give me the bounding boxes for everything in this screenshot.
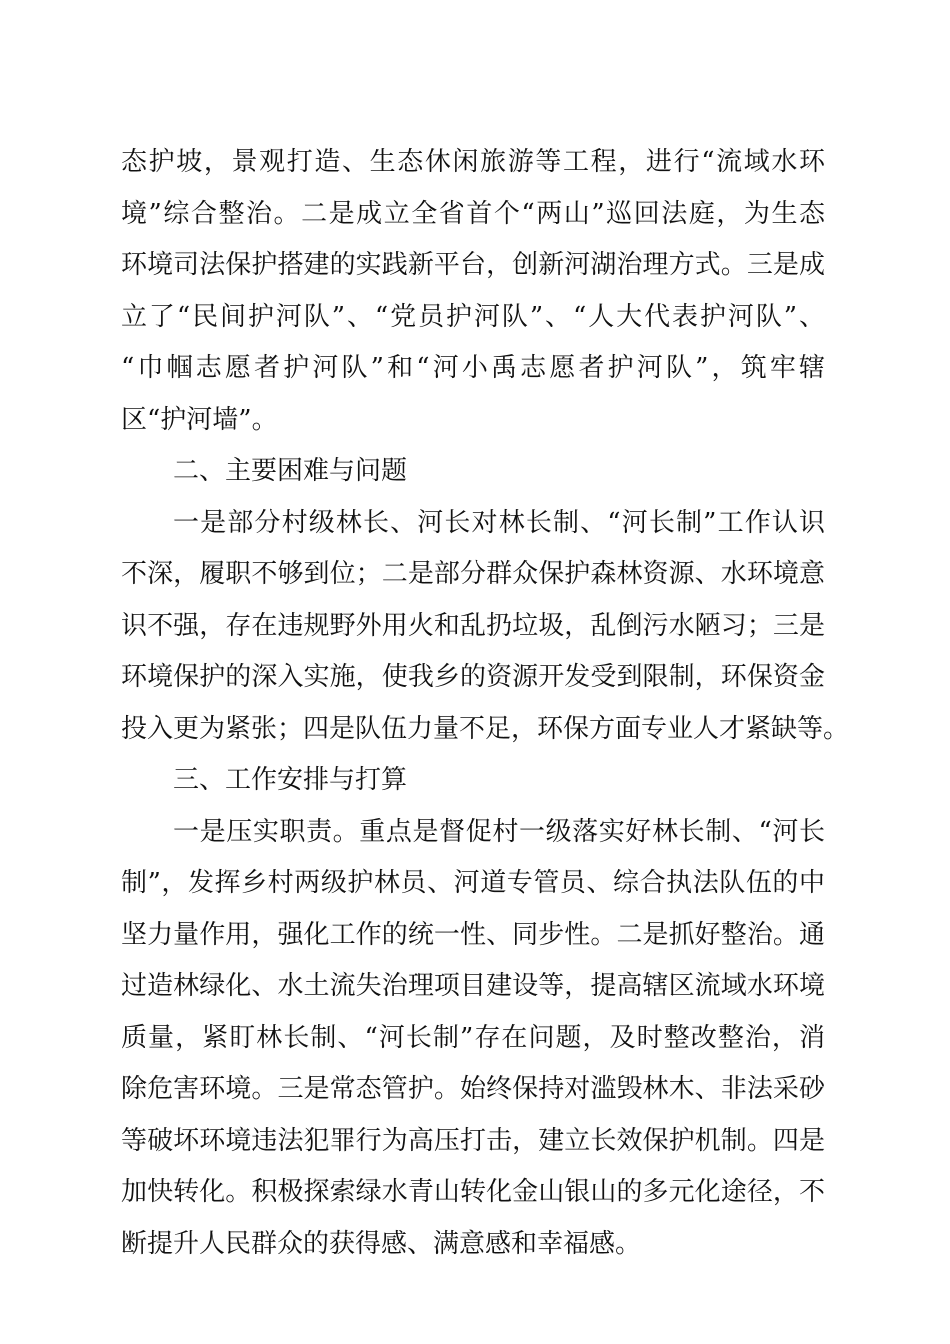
section-heading-plans: 三、工作安排与打算 (173, 765, 408, 795)
paragraph-1 (121, 137, 825, 446)
text-line: 加快转化。积极探索绿水青山转化金山银山的多元化途径，不 (121, 1177, 825, 1207)
text-line: 一是部分村级林长、河长对林长制、“河长制”工作认识 (173, 507, 825, 538)
text-line: 除危害环境。三是常态管护。始终保持对滥毁林木、非法采砂 (121, 1074, 825, 1104)
text-line: 过造林绿化、水土流失治理项目建设等，提高辖区流域水环境 (121, 971, 825, 1001)
text-line: 环境司法保护搭建的实践新平台，创新河湖治理方式。三是成 (121, 250, 825, 280)
text-line: 等破坏环境违法犯罪行为高压打击，建立长效保护机制。四是 (121, 1125, 825, 1156)
text-line: 一是压实职责。重点是督促村一级落实好林长制、“河长 (173, 816, 825, 847)
text-line: 态护坡，景观打造、生态休闲旅游等工程，进行“流域水环 (121, 147, 825, 177)
text-line: 立了“民间护河队”、“党员护河队”、“人大代表护河队”、 (121, 301, 825, 332)
text-line: 环境保护的深入实施，使我乡的资源开发受到限制，环保资金 (121, 662, 825, 692)
text-line: 境”综合整治。二是成立全省首个“两山”巡回法庭，为生态 (121, 198, 825, 229)
text-line: 制”，发挥乡村两级护林员、河道专管员、综合执法队伍的中 (121, 868, 825, 898)
paragraph-2 (121, 498, 850, 756)
text-line: “巾帼志愿者护河队”和“河小禹志愿者护河队”，筑牢辖 (121, 353, 825, 383)
text-line: 坚力量作用，强化工作的统一性、同步性。二是抓好整治。通 (121, 919, 825, 950)
text-line: 质量，紧盯林长制、“河长制”存在问题，及时整改整治，消 (121, 1022, 825, 1053)
text-line: 识不强，存在违规野外用火和乱扔垃圾，乱倒污水陋习；三是 (121, 610, 825, 641)
text-line: 不深，履职不够到位；二是部分群众保护森林资源、水环境意 (121, 559, 825, 589)
section-heading-difficulties: 二、主要困难与问题 (173, 456, 408, 486)
document-body (121, 137, 850, 1270)
text-line: 区“护河墙”。 (121, 404, 278, 435)
text-line: 投入更为紧张；四是队伍力量不足，环保方面专业人才紧缺等。 (121, 713, 850, 744)
paragraph-3 (121, 807, 825, 1271)
text-line: 断提升人民群众的获得感、满意感和幸福感。 (121, 1228, 642, 1259)
